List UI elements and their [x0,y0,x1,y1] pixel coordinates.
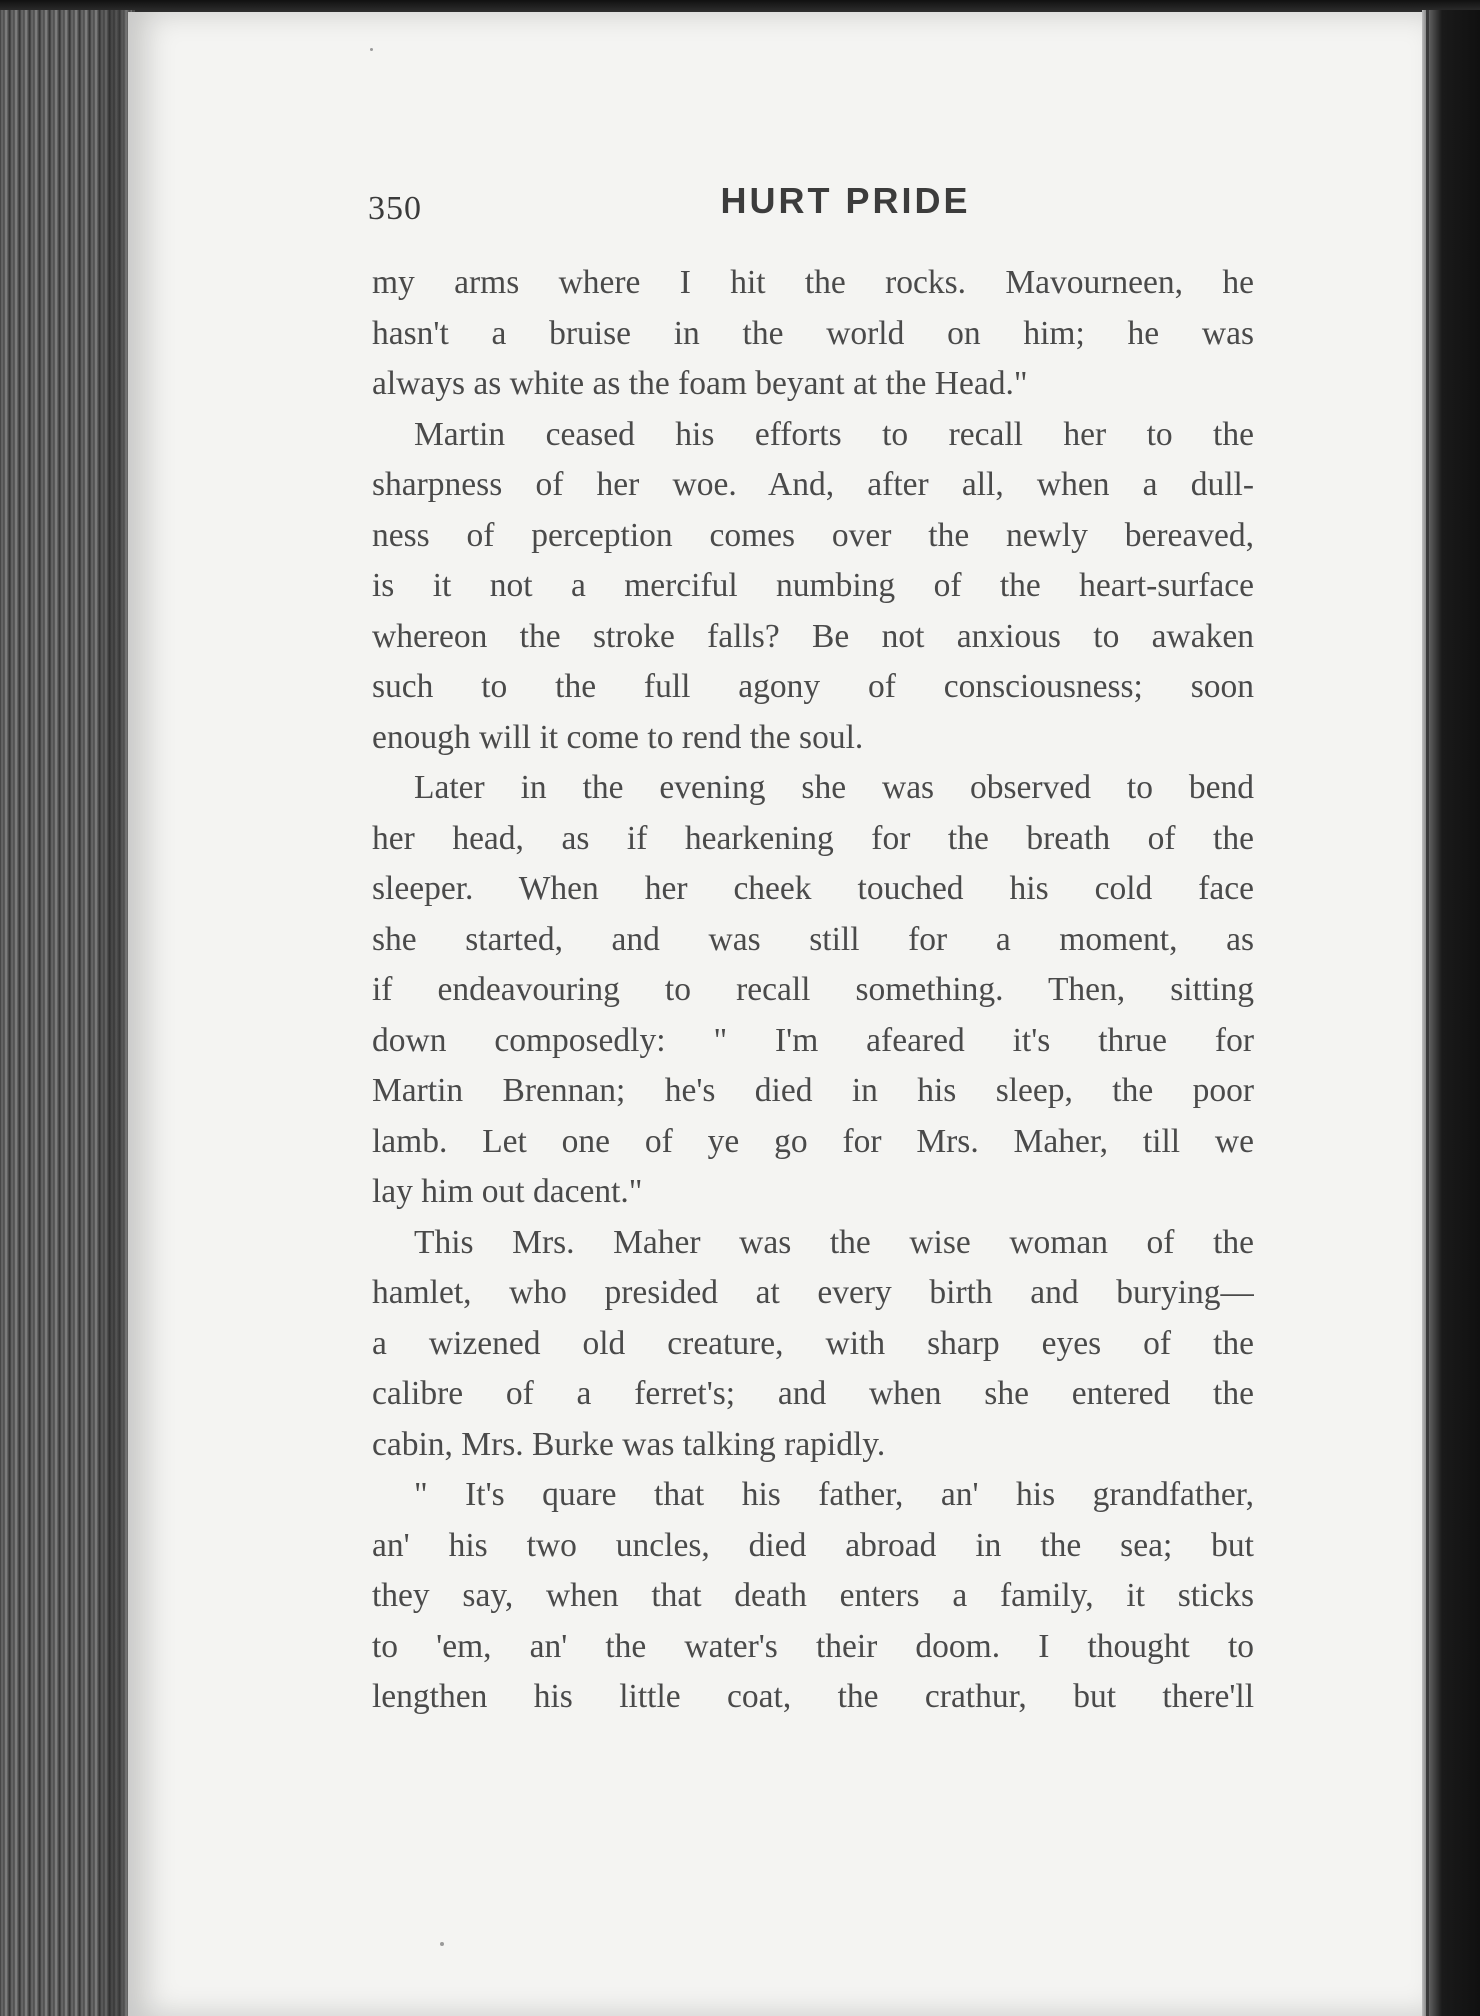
page-right-border [1426,10,1429,2016]
text-line: hasn't a bruise in the world on him; he was [372,314,1254,352]
text-line: to 'em, an' the water's their doom. I thought to [372,1627,1254,1665]
text-line: sleeper. When her cheek touched his cold face [372,870,1254,907]
page-number: 350 [368,190,422,227]
text-line: Martin Brennan; he's died in his sleep, the poor [372,1072,1254,1109]
text-line: down composedly: " I'm afeared it's thrue for [372,1021,1254,1059]
body-text [372,258,1254,1723]
text-line: an' his two uncles, died abroad in the sea; but [372,1526,1254,1564]
paragraph [372,1218,1254,1471]
text-line: hamlet, who presided at every birth and burying— [372,1274,1254,1311]
text-line: my arms where I hit the rocks. Mavourneen, he [372,264,1254,301]
text-line: calibre of a ferret's; and when she entered the [372,1375,1254,1412]
text-line: always as white as the foam beyant at the Head." [372,365,1028,402]
speck [370,48,373,51]
text-line: ness of perception comes over the newly bereaved, [372,516,1254,554]
text-line: such to the full agony of consciousness; soon [372,668,1254,705]
paragraph [372,763,1254,1218]
paragraph [372,258,1254,410]
text-line: lay him out dacent." [372,1173,643,1210]
text-line: sharpness of her woe. And, after all, when a dull- [372,466,1254,503]
running-title: HURT PRIDE [720,180,971,221]
text-line: enough will it come to rend the soul. [372,718,864,756]
text-line: Martin ceased his efforts to recall her to the [414,415,1254,453]
text-line: she started, and was still for a moment, as [372,920,1254,958]
text-line: they say, when that death enters a family, it sticks [372,1577,1254,1614]
text-line: cabin, Mrs. Burke was talking rapidly. [372,1425,886,1463]
paragraph [372,410,1254,764]
text-line: if endeavouring to recall something. Then, sitting [372,971,1254,1008]
text-line: " It's quare that his father, an' his grandfather, [414,1476,1254,1513]
text-line: This Mrs. Maher was the wise woman of the [414,1223,1254,1261]
speck [440,1942,444,1946]
book-right-edge [1422,10,1480,2016]
text-line: a wizened old creature, with sharp eyes of the [372,1324,1254,1362]
text-line: is it not a merciful numbing of the heart-surface [372,567,1254,604]
text-line: lamb. Let one of ye go for Mrs. Maher, till we [372,1122,1254,1160]
text-line: lengthen his little coat, the crathur, but there'll [372,1678,1254,1715]
paragraph [372,1470,1254,1723]
page-header [368,180,1253,240]
text-line: her head, as if hearkening for the breath of the [372,819,1254,857]
text-line: Later in the evening she was observed to bend [414,769,1254,806]
text-line: whereon the stroke falls? Be not anxious to awaken [372,617,1254,655]
